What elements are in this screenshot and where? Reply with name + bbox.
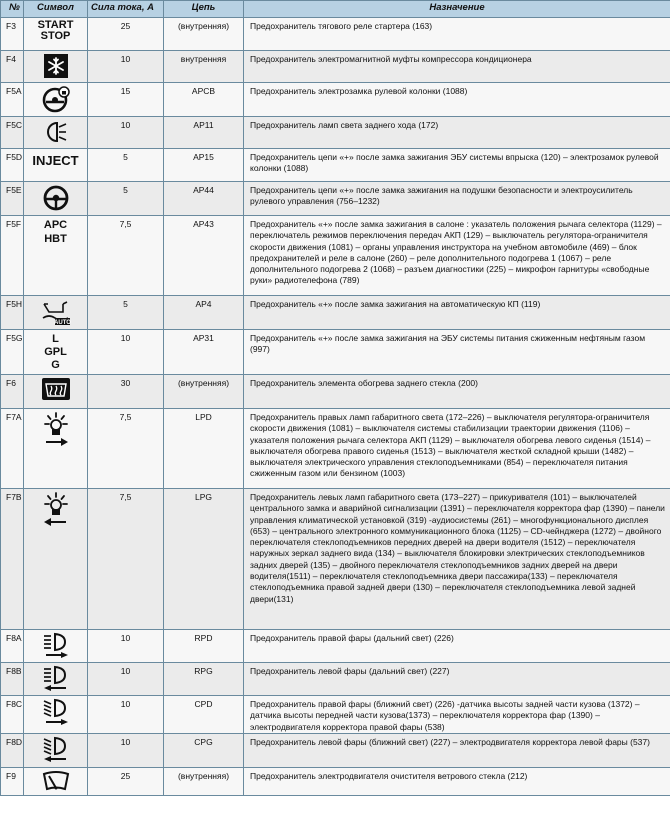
fuse-purpose: Предохранитель правой фары (ближний свет) (226) -датчика высоты задней части кузова (1372) – датчика высоты передней части кузова(1373) – переключателя корректора фар (1390) – электродвигателя корректора правой фары (538) [244,696,670,734]
fuse-circuit: LPG [164,489,244,630]
fuse-current: 10 [88,330,164,375]
fuse-number: F5F [1,216,24,296]
fuse-circuit: (внутренняя) [164,375,244,409]
fuse-purpose: Предохранитель «+» после замка зажигания в салоне : указатель положения рычага селектора (1129) – переключатель режимов переключения передач АКП (129) – выключатель регулятора-ограничителя скорости движения (1081) – органы управления инструктора на учебном автомобиле (469) – блок предохранителей и реле в салоне (260) – реле дополнительного подогрева 1 (1067) – реле дополнительного подогрева 2 (1068) – разъем диагностики (225) – микрофон гарнитуры «свободные руки» радиотелефона (789) [244,216,670,296]
side-light-right-icon [41,411,71,451]
fuse-purpose: Предохранитель левых ламп габаритного света (173–227) – прикуривателя (101) – выключателей центрального замка и аварийной сигнализации (1391) – переключателя корректора фар (1390) – панели управления климатической установкой (319) -аудиосистемы (261) – многофункционального дисплея (653) – центрального электронного коммуникационного блока (1125) – CD-чейнджера (1272) – двойного переключателя стеклоподъемников передних дверей на двери водителя (1512) – переключателя наружных зеркал заднего вида (134) – выключателя блокировки электрических стеклоподъемников задних дверей (135) – двойного переключателя стеклоподъемников задних дверей на двери водителя(1511) – переключателя стеклоподъемника двери пассажира(133) – переключателя стеклоподъемника правой задней двери (130) – переключателя стеклоподъемника левой задней двери(131) [244,489,670,630]
fuse-current: 10 [88,630,164,663]
fuse-circuit: (внутренняя) [164,768,244,796]
fuse-symbol [24,149,88,182]
windshield-wiper-icon [41,770,71,792]
table-row [1,149,670,182]
fuse-number: F5A [1,83,24,117]
table-row [1,489,670,630]
fuse-symbol [24,330,88,375]
fuse-circuit: RPD [164,630,244,663]
fuse-number: F5C [1,117,24,149]
svg-text:AUTO: AUTO [53,320,71,326]
low-beam-right-icon [41,698,71,728]
fuse-purpose: Предохранитель цепи «+» после замка зажигания ЭБУ системы впрыска (120) – электрозамок рулевой колонки (1088) [244,149,670,182]
symbol-text: HBT [44,233,67,245]
symbol-text: GPL [44,346,67,358]
col-purpose-header: Назначение [244,1,670,18]
fuse-current: 5 [88,149,164,182]
fuse-number: F7A [1,409,24,489]
fuse-purpose: Предохранитель «+» после замка зажигания на автоматическую КП (119) [244,296,670,330]
fuse-current: 7,5 [88,409,164,489]
fuse-symbol [24,489,88,630]
fuse-current: 7,5 [88,489,164,630]
fuse-circuit: AP11 [164,117,244,149]
fuse-purpose: Предохранитель «+» после замка зажигания на ЭБУ системы питания сжиженным нефтяным газом (997) [244,330,670,375]
fuse-number: F8D [1,734,24,768]
table-row [1,296,670,330]
fuse-symbol [24,409,88,489]
table-row [1,630,670,663]
table-row [1,330,670,375]
fuse-symbol [24,734,88,768]
fuse-number: F8B [1,663,24,696]
steering-lock-icon [41,85,71,113]
auto-transmission-icon [41,298,71,326]
ac-snowflake-icon [43,53,69,79]
fuse-purpose: Предохранитель цепи «+» после замка зажигания на подушки безопасности и электроусилитель рулевого управления (756–1232) [244,182,670,216]
fuse-symbol [24,117,88,149]
fuse-number: F9 [1,768,24,796]
fuse-number: F8C [1,696,24,734]
fuse-circuit: CPD [164,696,244,734]
fuse-purpose: Предохранитель правой фары (дальний свет) (226) [244,630,670,663]
fuse-circuit: APCB [164,83,244,117]
fuse-current: 10 [88,663,164,696]
fuse-circuit: AP44 [164,182,244,216]
fuse-circuit: внутренняя [164,51,244,83]
fuse-circuit: AP4 [164,296,244,330]
fuse-symbol [24,18,88,51]
symbol-text: G [51,359,60,371]
fuse-purpose: Предохранитель элемента обогрева заднего стекла (200) [244,375,670,409]
col-circuit-header: Цепь [164,1,244,18]
table-row [1,663,670,696]
fuse-circuit: AP43 [164,216,244,296]
fuse-circuit: RPG [164,663,244,696]
high-beam-left-icon [41,665,71,693]
table-row [1,768,670,796]
fuse-symbol [24,768,88,796]
fuse-current: 10 [88,117,164,149]
fuse-current: 10 [88,696,164,734]
symbol-text: INJECT [32,153,79,168]
fuse-symbol [24,296,88,330]
fuse-circuit: AP31 [164,330,244,375]
fuse-purpose: Предохранитель ламп света заднего хода (172) [244,117,670,149]
fuse-current: 10 [88,51,164,83]
fuse-current: 25 [88,768,164,796]
table-row [1,182,670,216]
table-row [1,83,670,117]
low-beam-left-icon [41,736,71,764]
fuse-circuit: CPG [164,734,244,768]
high-beam-right-icon [41,632,71,660]
fuse-number: F5H [1,296,24,330]
table-row [1,734,670,768]
table-row [1,117,670,149]
fuse-symbol [24,663,88,696]
fuse-number: F5E [1,182,24,216]
side-light-left-icon [41,491,71,531]
fuse-current: 15 [88,83,164,117]
fuse-current: 10 [88,734,164,768]
fuse-number: F7B [1,489,24,630]
symbol-text: STOP [40,30,71,42]
fuse-number: F3 [1,18,24,51]
fuse-symbol [24,51,88,83]
rear-defrost-icon [41,377,71,401]
table-row [1,18,670,51]
fuse-purpose: Предохранитель электромагнитной муфты компрессора кондиционера [244,51,670,83]
symbol-text: START [37,19,74,31]
fuse-symbol [24,375,88,409]
fuse-symbol [24,182,88,216]
fuse-current: 25 [88,18,164,51]
fuse-purpose: Предохранитель левой фары (ближний свет) (227) – электродвигателя корректора левой фары (537) [244,734,670,768]
fuse-circuit: LPD [164,409,244,489]
reverse-light-icon [43,119,69,145]
fuse-number: F8A [1,630,24,663]
fuse-circuit: (внутренняя) [164,18,244,51]
fuse-current: 7,5 [88,216,164,296]
col-num-header: № [1,1,24,18]
fuse-current: 30 [88,375,164,409]
header-row [1,1,670,18]
table-row [1,696,670,734]
fuse-current: 5 [88,182,164,216]
col-symbol-header: Символ [24,1,88,18]
fuse-current: 5 [88,296,164,330]
table-row [1,409,670,489]
table-row [1,51,670,83]
fuse-purpose: Предохранитель электрозамка рулевой колонки (1088) [244,83,670,117]
fuse-purpose: Предохранитель электродвигателя очистителя ветрового стекла (212) [244,768,670,796]
fuse-symbol [24,696,88,734]
col-current-header: Сила тока, А [88,1,164,18]
fuse-symbol [24,83,88,117]
fuse-circuit: AP15 [164,149,244,182]
symbol-text: APC [43,219,68,231]
fuse-number: F5D [1,149,24,182]
fuse-symbol [24,630,88,663]
fuse-purpose: Предохранитель правых ламп габаритного света (172–226) – выключателя регулятора-ограничителя скорости движения (1081) – выключателя системы стабилизации траектории движения (1106) – указателя положения рычага селектора АКП (1129) – выключателя обогрева левого сиденья (1514) – выключателя обогрева правого сиденья (1513) – выключателя жесткой складной крыши (1482) – выключателя электрического управления стеклоподъемниками (854) – переключателя питания сжиженным газом или бензином (1003) [244,409,670,489]
fuse-number: F5G [1,330,24,375]
fuse-number: F4 [1,51,24,83]
fuse-number: F6 [1,375,24,409]
table-row [1,375,670,409]
steering-wheel-icon [42,184,70,212]
table-row [1,216,670,296]
fuse-symbol [24,216,88,296]
symbol-text: L [52,333,59,345]
fuse-purpose: Предохранитель тягового реле стартера (163) [244,18,670,51]
fuse-purpose: Предохранитель левой фары (дальний свет) (227) [244,663,670,696]
